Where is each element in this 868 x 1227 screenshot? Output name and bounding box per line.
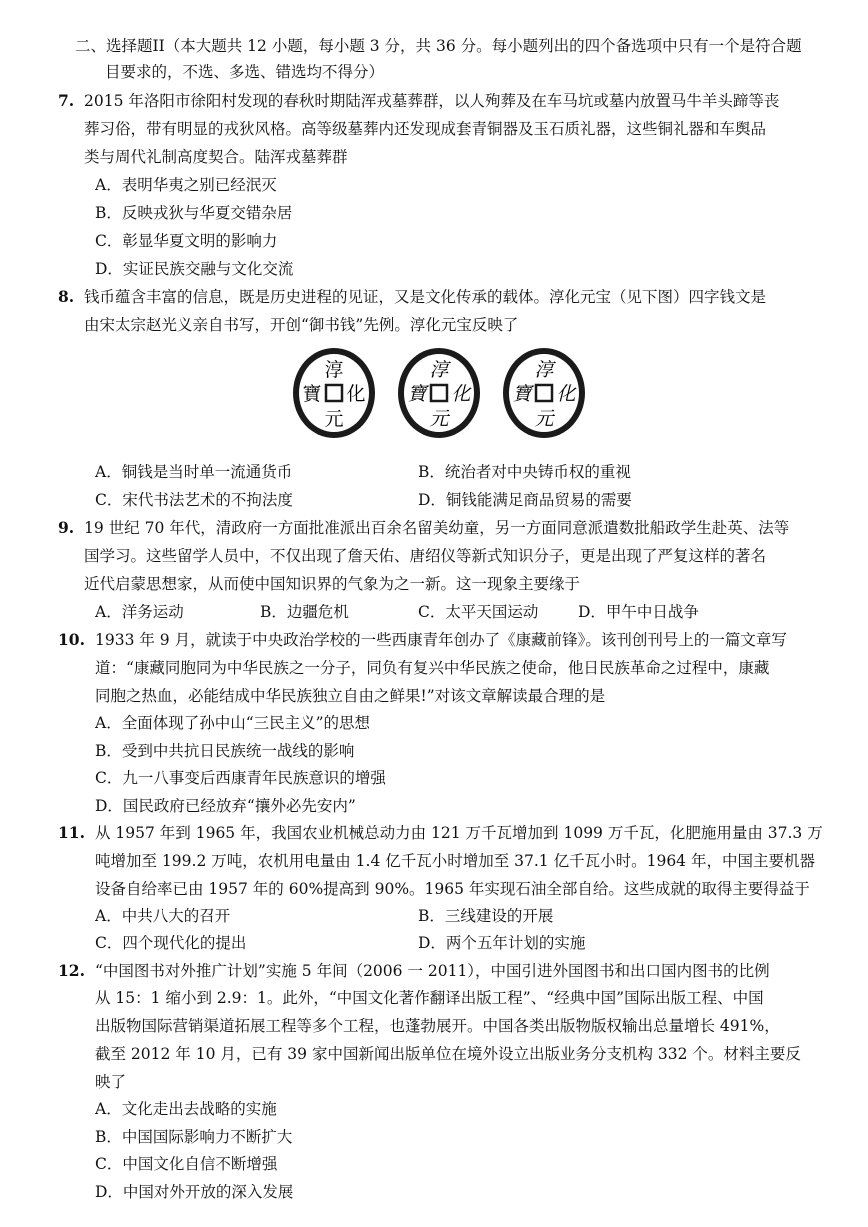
coin-image-3: [500, 345, 588, 441]
q12-number: 12.: [58, 961, 85, 980]
q9-stem-line1: 19 世纪 70 年代，清政府一方面批准派出百余名留美幼童，另一方面同意派遣数批船政学生赴英、法等: [84, 519, 790, 537]
q9-stem-line2: 国学习。这些留学人员中，不仅出现了詹天佑、唐绍仪等新式知识分子，更是出现了严复这样的著名: [84, 547, 767, 565]
q11-option-b: B．三线建设的开展: [418, 907, 554, 925]
q10-stem-line3: 同胞之热血，必能结成中华民族独立自由之鲜果!”对该文章解读最合理的是: [95, 687, 606, 705]
q12-option-b: B．中国国际影响力不断扩大: [95, 1128, 293, 1146]
q11-option-c: C．四个现代化的提出: [95, 934, 247, 952]
q7-option-c: C．彰显华夏文明的影响力: [95, 232, 278, 250]
q10-stem-line1: 1933 年 9 月，就读于中央政治学校的一些西康青年创办了《康藏前锋》。该刊创刊号上的一篇文章写: [95, 631, 787, 649]
coin1-char-right: 化: [346, 383, 366, 405]
coin-images: [285, 345, 595, 445]
q8-option-d: D．铜钱能满足商品贸易的需要: [418, 491, 632, 509]
q10-option-a: A．全面体现了孙中山“三民主义”的思想: [95, 714, 371, 732]
coin3-char-left: 寶: [512, 383, 532, 405]
q9-number: 9.: [58, 518, 75, 537]
q10-option-b: B．受到中共抗日民族统一战线的影响: [95, 742, 355, 760]
coin-image-2: [395, 345, 483, 441]
q11-stem-line2: 吨增加至 199.2 万吨，农机用电量由 1.4 亿千瓦小时增加至 37.1 亿千瓦小时。1964 年，中国主要机器: [95, 852, 815, 870]
coin3-char-top: 淳: [534, 359, 554, 381]
section-header-line1: 二、选择题II（本大题共 12 小题，每小题 3 分，共 36 分。每小题列出的四个备选项中只有一个是符合题: [75, 37, 802, 55]
q8-number: 8.: [58, 287, 75, 306]
coin3-char-right: 化: [556, 383, 576, 405]
q7-stem-line3: 类与周代礼制高度契合。陆浑戎墓葬群: [84, 148, 348, 166]
coin2-char-right: 化: [451, 383, 471, 405]
coin1-char-left: 寶: [302, 383, 322, 405]
q7-stem-line1: 2015 年洛阳市徐阳村发现的春秋时期陆浑戎墓葬群，以人殉葬及在车马坑或墓内放置马牛羊头蹄等丧: [84, 92, 780, 110]
q7-option-b: B．反映戎狄与华夏交错杂居: [95, 204, 293, 222]
q8-option-b: B．统治者对中央铸币权的重视: [418, 463, 631, 481]
coin2-char-bottom: 元: [429, 408, 449, 430]
q8-stem-line1: 钱币蕴含丰富的信息，既是历史进程的见证，又是文化传承的载体。淳化元宝（见下图）四字钱文是: [84, 288, 767, 306]
q9-option-b: B．边疆危机: [260, 603, 349, 621]
coin3-char-bottom: 元: [534, 408, 554, 430]
q7-option-d: D．实证民族交融与文化交流: [95, 260, 294, 278]
q10-number: 10.: [58, 630, 85, 649]
q11-stem-line1: 从 1957 年到 1965 年，我国农业机械总动力由 121 万千瓦增加到 1099 万千瓦，化肥施用量由 37.3 万: [95, 824, 823, 842]
q9-option-c: C．太平天国运动: [418, 603, 539, 621]
coin1-char-top: 淳: [324, 359, 344, 381]
q9-option-d: D．甲午中日战争: [578, 603, 699, 621]
q11-option-a: A．中共八大的召开: [95, 907, 231, 925]
coin2-char-top: 淳: [429, 359, 449, 381]
q12-stem-line2: 从 15：1 缩小到 2.9：1。此外，“中国文化著作翻译出版工程”、“经典中国”国际出版工程、中国: [95, 989, 764, 1007]
q12-option-a: A．文化走出去战略的实施: [95, 1100, 277, 1118]
q12-stem-line3: 出版物国际营销渠道拓展工程等多个工程，也蓬勃展开。中国各类出版物版权输出总量增长 491%，: [95, 1017, 780, 1035]
q10-stem-line2: 道：“康藏同胞同为中华民族之一分子，同负有复兴中华民族之使命，他日民族革命之过程中，康藏: [95, 659, 770, 677]
q11-number: 11.: [58, 823, 85, 842]
coin2-char-left: 寶: [407, 383, 427, 405]
q11-option-d: D．两个五年计划的实施: [418, 934, 586, 952]
q8-stem-line2: 由宋太宗赵光义亲自书写，开创“御书钱”先例。淳化元宝反映了: [84, 316, 519, 334]
q8-option-a: A．铜钱是当时单一流通货币: [95, 463, 293, 481]
q10-option-c: C．九一八事变后西康青年民族意识的增强: [95, 769, 386, 787]
coin-image-1: [290, 345, 378, 441]
q9-option-a: A．洋务运动: [95, 603, 184, 621]
q12-option-c: C．中国文化自信不断增强: [95, 1155, 278, 1173]
q7-number: 7.: [58, 91, 75, 110]
section-header-line2: 目要求的，不选、多选、错选均不得分）: [105, 63, 385, 81]
q7-option-a: A．表明华夷之别已经泯灭: [95, 176, 277, 194]
q10-option-d: D．国民政府已经放弃“攘外必先安内”: [95, 797, 356, 815]
q11-stem-line3: 设备自给率已由 1957 年的 60%提高到 90%。1965 年实现石油全部自给。这些成就的取得主要得益于: [95, 880, 810, 898]
q12-stem-line4: 截至 2012 年 10 月，已有 39 家中国新闻出版单位在境外设立出版业务分支机构 332 个。材料主要反: [95, 1045, 801, 1063]
q8-option-c: C．宋代书法艺术的不拘法度: [95, 491, 293, 509]
q9-stem-line3: 近代启蒙思想家，从而使中国知识界的气象为之一新。这一现象主要缘于: [84, 575, 581, 593]
coin1-char-bottom: 元: [324, 408, 344, 430]
q12-stem-line5: 映了: [95, 1073, 127, 1091]
q12-option-d: D．中国对外开放的深入发展: [95, 1183, 294, 1201]
q12-stem-line1: “中国图书对外推广计划”实施 5 年间（2006 一 2011），中国引进外国图书和出口国内图书的比例: [95, 962, 770, 980]
q7-stem-line2: 葬习俗，带有明显的戎狄风格。高等级墓葬内还发现成套青铜器及玉石质礼器，这些铜礼器和车舆品: [84, 120, 767, 138]
